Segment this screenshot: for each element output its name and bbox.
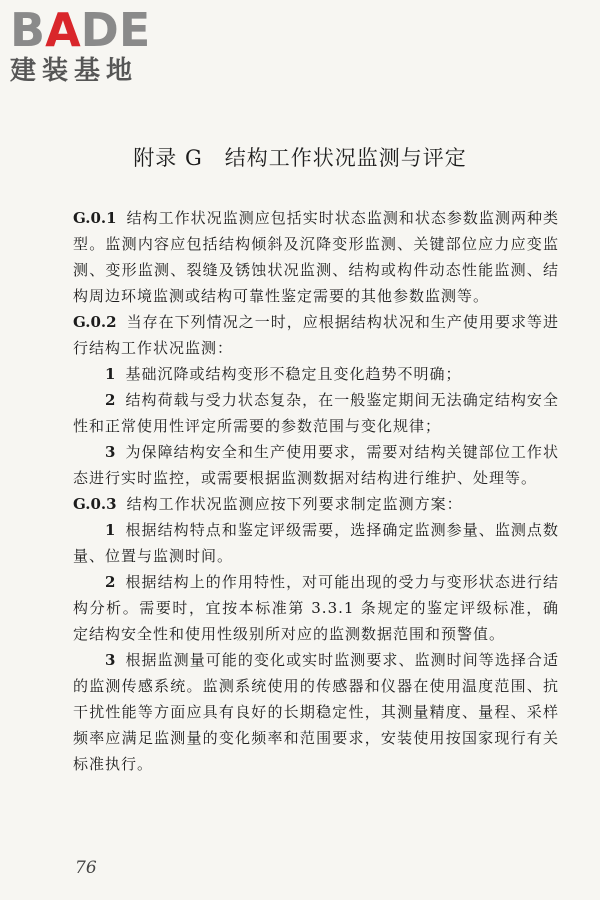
item-number: 3 (105, 443, 117, 461)
clause-number: G.0.1 (73, 209, 117, 227)
logo-letters: DE (80, 3, 151, 57)
clause-number: G.0.3 (73, 495, 117, 513)
appendix-label: 附录 G (133, 146, 203, 170)
paragraph-text: 结构工作状况监测应包括实时状态监测和状态参数监测两种类型。监测内容应包括结构倾斜及沉降变形监测、关键部位应力应变监测、变形监测、裂缝及锈蚀状况监测、结构或构件动态性能监测、结构周边环境监测或结构可靠性鉴定需要的其他参数监测等。 (73, 209, 559, 305)
logo-accent-letter: A (45, 3, 81, 57)
list-item (73, 439, 559, 491)
item-number: 3 (105, 651, 117, 669)
paragraph-text: 当存在下列情况之一时，应根据结构状况和生产使用要求等进行结构工作状况监测： (73, 313, 559, 357)
paragraph-text: 结构荷载与受力状态复杂，在一般鉴定期间无法确定结构安全性和正常使用性评定所需要的参数范围与变化规律； (73, 391, 559, 435)
clause-paragraph (73, 205, 559, 309)
item-number: 1 (105, 521, 117, 539)
logo (10, 3, 180, 86)
appendix-heading: 结构工作状况监测与评定 (224, 146, 467, 170)
logo-subtitle: 建装基地 (10, 56, 139, 86)
paragraph-text: 根据结构上的作用特性，对可能出现的受力与变形状态进行结构分析。需要时，宜按本标准第 3.3.1 条规定的鉴定评级标准，确定结构安全性和使用性级别所对应的监测数据范围和预警值。 (73, 573, 559, 643)
list-item (73, 569, 559, 647)
logo-letters: B (10, 3, 46, 57)
paragraph-text: 结构工作状况监测应按下列要求制定监测方案： (126, 495, 463, 513)
paragraph-text: 根据监测量可能的变化或实时监测要求、监测时间等选择合适的监测传感系统。监测系统使用的传感器和仪器在使用温度范围、抗干扰性能等方面应具有良好的长期稳定性，其测量精度、量程、采样频率应满足监测量的变化频率和范围要求，安装使用按国家现行有关标准执行。 (73, 651, 559, 773)
list-item (73, 361, 559, 387)
clause-paragraph (73, 309, 559, 361)
paragraph-text: 根据结构特点和鉴定评级需要，选择确定监测参量、监测点数量、位置与监测时间。 (73, 521, 559, 565)
list-item (73, 517, 559, 569)
paragraph-text: 基础沉降或结构变形不稳定且变化趋势不明确； (125, 365, 462, 383)
list-item (73, 647, 559, 777)
appendix-title (0, 146, 600, 170)
clause-paragraph (73, 491, 559, 517)
logo-wordmark (10, 3, 180, 57)
page-number: 76 (75, 858, 97, 878)
item-number: 1 (105, 365, 117, 383)
list-item (73, 387, 559, 439)
item-number: 2 (105, 391, 117, 409)
clause-number: G.0.2 (73, 313, 117, 331)
document-body (73, 205, 559, 777)
paragraph-text: 为保障结构安全和生产使用要求，需要对结构关键部位工作状态进行实时监控，或需要根据监测数据对结构进行维护、处理等。 (73, 443, 559, 487)
item-number: 2 (105, 573, 117, 591)
